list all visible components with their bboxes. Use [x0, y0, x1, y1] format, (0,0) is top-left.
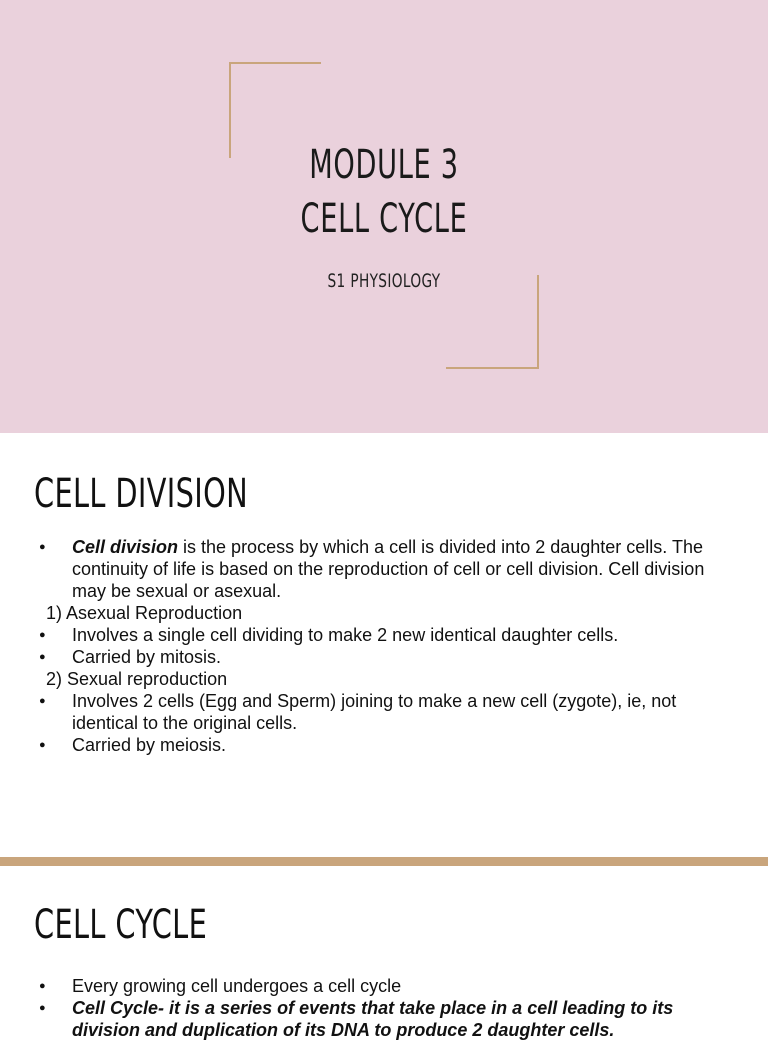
asexual-label: 1) Asexual Reproduction — [46, 603, 243, 623]
title-line-2: CELL CYCLE — [300, 196, 468, 242]
section-heading-cell-cycle: CELL CYCLE — [34, 902, 208, 948]
list-item: ● Cell Cycle- it is a series of events that take place in a cell leading to its division and duplication of its DNA to produce 2 daughter cells. — [34, 997, 739, 1041]
intro-text: is the process by which a cell is divided into 2 daughter cells. The continuity of life is based on the reproduction of cell or cell division. Cell division may be sexual or asexual. — [72, 537, 705, 601]
list-item: ● Carried by mitosis. — [34, 646, 739, 668]
list-item: ● Involves 2 cells (Egg and Sperm) joining to make a new cell (zygote), ie, not identical to the original cells. — [34, 690, 739, 734]
title-line-1: MODULE 3 — [309, 142, 459, 188]
cell-cycle-slide — [0, 866, 768, 1040]
list-item: ● Carried by meiosis. — [34, 734, 739, 756]
subtitle: S1 PHYSIOLOGY — [327, 270, 441, 292]
title-slide — [0, 0, 768, 433]
term-cell-division: Cell division — [72, 537, 179, 557]
cell-division-content — [34, 536, 739, 756]
list-item: ● Involves a single cell dividing to make 2 new identical daughter cells. — [34, 624, 739, 646]
list-item: ● Every growing cell undergoes a cell cycle — [34, 975, 739, 997]
corner-decoration-bottom-right — [446, 367, 539, 369]
cell-division-slide — [0, 433, 768, 857]
title-block — [0, 138, 768, 246]
sexual-label: 2) Sexual reproduction — [46, 669, 228, 689]
corner-decoration-top-left — [229, 62, 321, 64]
cell-cycle-content — [34, 975, 739, 1041]
section-heading-cell-division: CELL DIVISION — [34, 471, 249, 517]
list-item — [34, 536, 739, 602]
slide-divider — [0, 857, 768, 866]
